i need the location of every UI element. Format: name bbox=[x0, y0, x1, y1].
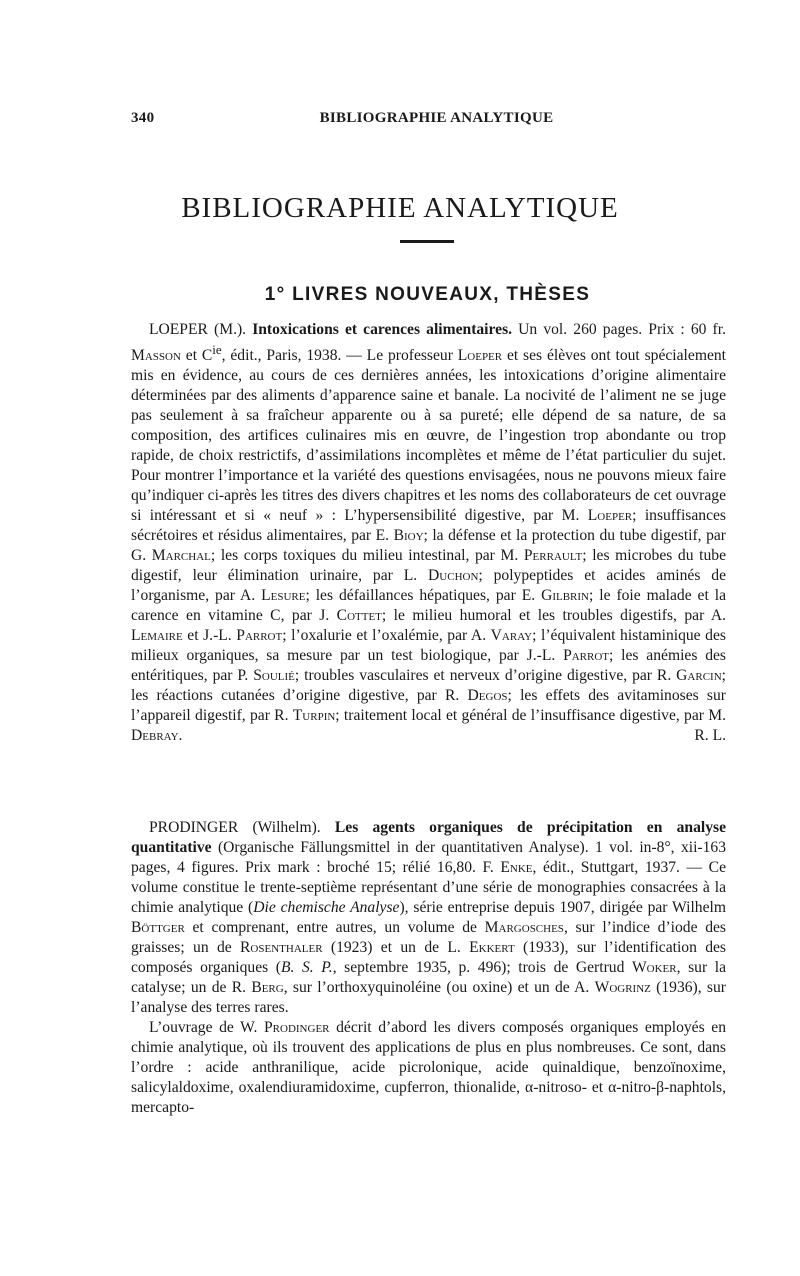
text: ; les effets des avitaminoses sur l’appareil digestif, par R. bbox=[131, 687, 726, 725]
review-paragraph bbox=[131, 1018, 726, 1118]
person-name: Perrault bbox=[523, 547, 583, 565]
person-name: Debray bbox=[131, 727, 179, 745]
text: ; les corps toxiques du milieu intestinal, par M. bbox=[210, 547, 524, 565]
text: (1923) et un de L. bbox=[322, 939, 470, 956]
book-title: Intoxications et carences alimentaires. bbox=[252, 321, 513, 338]
reviewer-signature: R. L. bbox=[694, 727, 726, 745]
text: ; troubles vasculaires et nerveux d’origine digestive, par R. bbox=[294, 667, 677, 685]
page-title: BIBLIOGRAPHIE ANALYTIQUE bbox=[181, 192, 619, 224]
person-name: Lemaire bbox=[131, 627, 183, 645]
person-name: Cottet bbox=[336, 607, 382, 625]
text: ; polypeptides et acides aminés de l’organisme, par A. bbox=[131, 567, 726, 605]
text: ; traitement local et général de l’insuffisance digestive, par M. bbox=[335, 707, 727, 725]
text: , édit., Stuttgart, 1937. — Ce volume constitue le trente-septième représentant d’une série de monographies consacrées à la chimie analytique ( bbox=[131, 859, 726, 916]
running-title: BIBLIOGRAPHIE ANALYTIQUE bbox=[319, 110, 554, 126]
person-name: Loeper bbox=[587, 507, 633, 525]
person-name: Böttger bbox=[131, 919, 185, 936]
text: et comprenant, entre autres, un volume de bbox=[184, 919, 485, 936]
text: (Organische Fällungsmittel in der quantitativen Analyse). 1 vol. in-8°, xii-163 pages, 4 figures. Prix mark : broché 15; rélié 16,80. F. bbox=[131, 839, 726, 876]
author: LOEPER (M.). bbox=[149, 321, 253, 338]
text: , sur l’orthoxyquinoléine (ou oxine) et un de A. bbox=[283, 979, 595, 996]
person-name: Loeper bbox=[457, 347, 503, 365]
text: Un vol. 260 pages. Prix : 60 fr. bbox=[512, 321, 726, 338]
author: PRODINGER (Wilhelm). bbox=[149, 819, 335, 836]
person-name: Varay bbox=[490, 627, 533, 645]
running-head bbox=[131, 110, 742, 134]
text: (1936), sur l’analyse des terres rares. bbox=[131, 979, 726, 1016]
person-name: Garcin bbox=[676, 667, 722, 685]
series-title: Die chemische Analyse bbox=[253, 899, 400, 916]
text: ; le milieu humoral et les troubles digestifs, par A. bbox=[381, 607, 726, 625]
person-name: Bioy bbox=[393, 527, 424, 545]
publisher-name: Masson bbox=[131, 347, 181, 365]
text: , sur l’indice d’iode des graisses; un de bbox=[131, 919, 726, 956]
text: ; les défaillances hépatiques, par E. bbox=[305, 587, 542, 605]
person-name: Lesure bbox=[261, 587, 306, 605]
person-name: Marchal bbox=[151, 547, 211, 565]
publisher-name: Enke bbox=[500, 859, 533, 876]
person-name: Degos bbox=[467, 687, 508, 705]
text: , sur la catalyse; un de R. bbox=[131, 959, 726, 996]
person-name: Gilbrin bbox=[541, 587, 589, 605]
review-paragraph bbox=[131, 818, 726, 1018]
text: ; insuffisances sécrétoires et résidus alimentaires, par E. bbox=[131, 507, 726, 545]
review-entry-loeper bbox=[131, 320, 726, 746]
person-name: Wogrinz bbox=[594, 979, 651, 996]
person-name: Woker bbox=[631, 959, 677, 976]
journal-abbrev: B. S. P. bbox=[281, 959, 333, 976]
text: et J.-L. bbox=[182, 627, 237, 645]
person-name: Margosches bbox=[484, 919, 564, 936]
text: ; les réactions cutanées d’origine digestive, par R. bbox=[131, 667, 726, 705]
text: ; les anémies des entéritiques, par P. bbox=[131, 647, 726, 685]
text: ; la défense et la protection du tube digestif, par G. bbox=[131, 527, 726, 565]
text: L’ouvrage de W. bbox=[149, 1019, 264, 1036]
text: ; l’équivalent histaminique des milieux organiques, sa mesure par un test biologique, par J.-L. bbox=[131, 627, 726, 665]
text: ; le foie malade et la carence en vitamine C, par J. bbox=[131, 587, 726, 625]
text: ; l’oxalurie et l’oxalémie, par A. bbox=[282, 627, 491, 645]
review-paragraph bbox=[131, 320, 726, 746]
text: et C bbox=[180, 347, 213, 365]
text: décrit d’abord les divers composés organiques employés en chimie analytique, où ils trouvent des applications de plus en plus nombreuses. Ce sont, dans l’ordre : acide anthranilique, acide picrolonique, acide quinaldique, benzoïnoxime, salicylaldoxime, oxalendiuramidoxime, cupferron, thionalide, α-nitroso- et α-nitro-β-naphtols, mercapto- bbox=[131, 1019, 727, 1116]
superscript: ie bbox=[212, 342, 222, 357]
text: , septembre 1935, p. 496); trois de Gertrud bbox=[332, 959, 632, 976]
person-name: Rosenthaler bbox=[240, 939, 323, 956]
person-name: Parrot bbox=[563, 647, 610, 665]
text: ), série entreprise depuis 1907, dirigée par Wilhelm bbox=[399, 899, 726, 916]
review-entry-prodinger bbox=[131, 818, 726, 1118]
section-title: 1° LIVRES NOUVEAUX, THÈSES bbox=[264, 284, 591, 305]
title-rule bbox=[400, 240, 454, 243]
person-name: Berg bbox=[251, 979, 284, 996]
page-number: 340 bbox=[131, 110, 155, 126]
person-name: Ekkert bbox=[469, 939, 515, 956]
text: . bbox=[178, 727, 183, 745]
person-name: Turpin bbox=[292, 707, 336, 725]
text: , édit., Paris, 1938. — Le professeur bbox=[221, 347, 458, 365]
person-name: Prodinger bbox=[264, 1019, 330, 1036]
text: et ses élèves ont tout spécialement mis en évidence, au cours de ces dernières années, les intoxications d’origine alimentaire déterminées par des aliments d’apparence saine et banale. La nocivité de l’aliment ne se juge pas seulement à sa fraîcheur apparente ou à sa pureté; elle dépend de sa nature, de sa composition, des artifices culinaires mis en œuvre, de l’ingestion trop abondante ou trop rapide, de choix restrictifs, d’assimilations incomplètes et même de l’état particulier du sujet. Pour montrer l’importance et la variété des questions envisagées, nous ne pouvons mieux faire qu’indiquer ci-après les titres des divers chapitres et les noms des collaborateurs de cet ouvrage si intéressant et si « neuf » : L’hypersensibilité digestive, par M. bbox=[131, 347, 726, 525]
person-name: Duchon bbox=[428, 567, 479, 585]
book-title: Les agents organiques de précipitation en analyse quantitative bbox=[131, 819, 726, 856]
text: ; les microbes du tube digestif, leur élimination urinaire, par L. bbox=[131, 547, 726, 585]
text: (1933), sur l’identification des composés organiques ( bbox=[131, 939, 727, 976]
person-name: Soulié bbox=[253, 667, 295, 685]
person-name: Parrot bbox=[236, 627, 283, 645]
